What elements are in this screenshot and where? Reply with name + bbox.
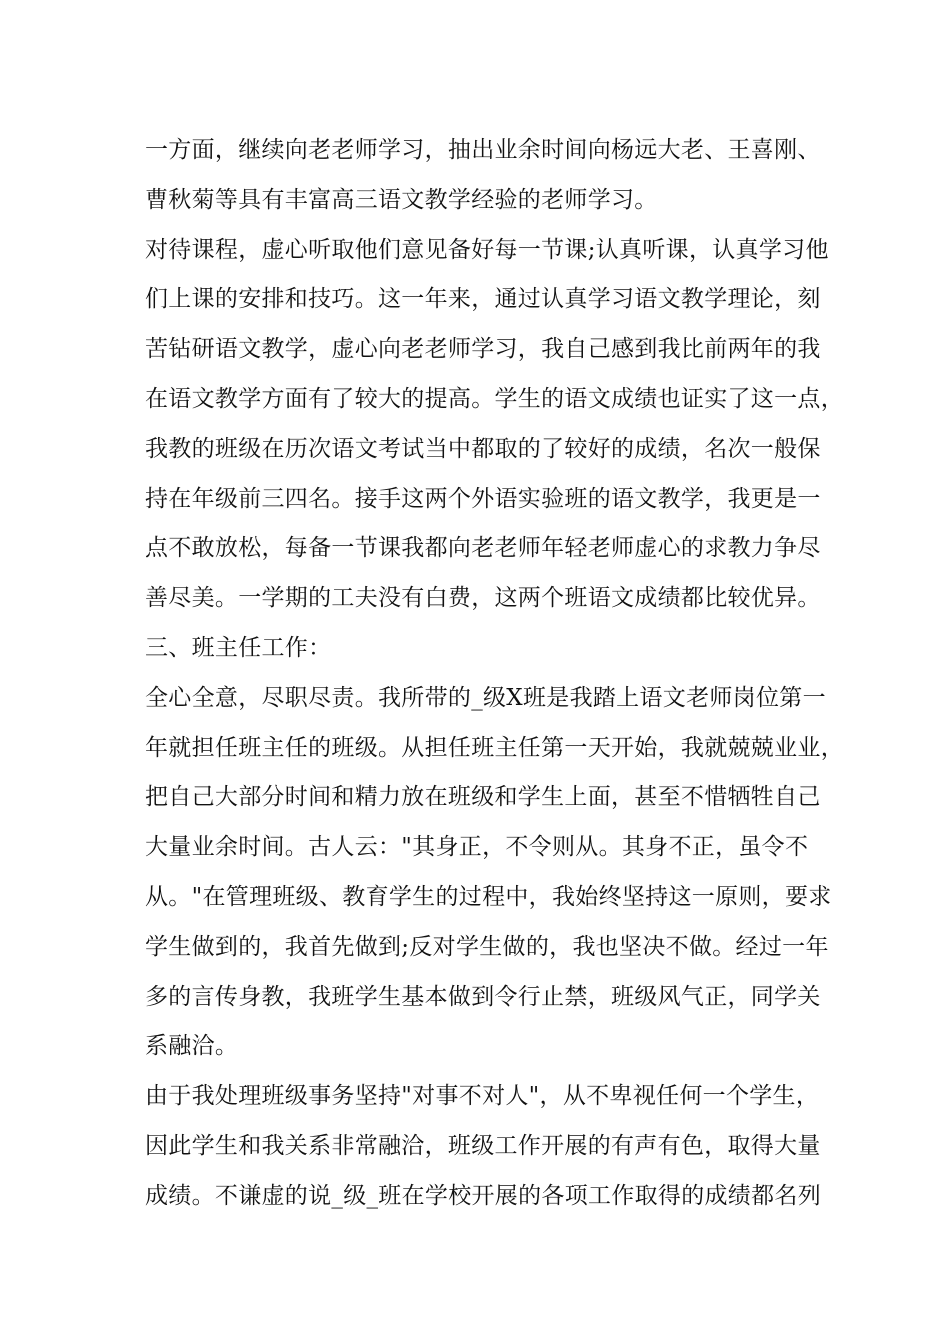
section-heading: 三、班主任工作：	[145, 634, 332, 661]
text-line: 一方面，继续向老老师学习，抽出业余时间向杨远大老、王喜刚、	[145, 137, 821, 163]
text-line: 持在年级前三四名。接手这两个外语实验班的语文教学，我更是一	[145, 485, 821, 512]
text-line: 成绩。不谦虚的说_级_班在学校开展的各项工作取得的成绩都名列	[145, 1182, 821, 1209]
text-line: 由于我处理班级事务坚持"对事不对人"，从不卑视任何一个学生，	[145, 1083, 820, 1110]
text-line: 年就担任班主任的班级。从担任班主任第一天开始，我就兢兢业业，	[145, 734, 844, 761]
text-line: 在语文教学方面有了较大的提高。学生的语文成绩也证实了这一点，	[145, 385, 844, 412]
text-line: 对待课程，虚心听取他们意见备好每一节课;认真听课，认真学习他	[145, 236, 829, 263]
text-line: 把自己大部分时间和精力放在班级和学生上面，甚至不惜牺牲自己	[145, 784, 821, 811]
text-line: 苦钻研语文教学，虚心向老老师学习，我自己感到我比前两年的我	[145, 336, 821, 363]
text-line: 从。"在管理班级、教育学生的过程中，我始终坚持这一原则，要求	[145, 883, 832, 910]
text-line: 系融洽。	[145, 1033, 239, 1060]
text-line: 点不敢放松，每备一节课我都向老老师年轻老师虚心的求教力争尽	[145, 535, 821, 562]
text-line: 善尽美。一学期的工夫没有白费，这两个班语文成绩都比较优异。	[145, 585, 821, 612]
document-body	[145, 126, 844, 1222]
text-line: 学生做到的，我首先做到;反对学生做的，我也坚决不做。经过一年	[145, 933, 829, 960]
text-line: 全心全意，尽职尽责。我所带的_级X班是我踏上语文老师岗位第一	[145, 684, 826, 711]
text-line: 我教的班级在历次语文考试当中都取的了较好的成绩，名次一般保	[145, 435, 821, 462]
text-line: 们上课的安排和技巧。这一年来，通过认真学习语文教学理论，刻	[145, 286, 821, 313]
text-line: 大量业余时间。古人云："其身正，不令则从。其身不正，虽令不	[145, 834, 809, 861]
text-line: 多的言传身教，我班学生基本做到令行止禁，班级风气正，同学关	[145, 983, 821, 1010]
text-line: 因此学生和我关系非常融洽，班级工作开展的有声有色，取得大量	[145, 1132, 821, 1159]
text-line: 曹秋菊等具有丰富高三语文教学经验的老师学习。	[145, 186, 658, 213]
